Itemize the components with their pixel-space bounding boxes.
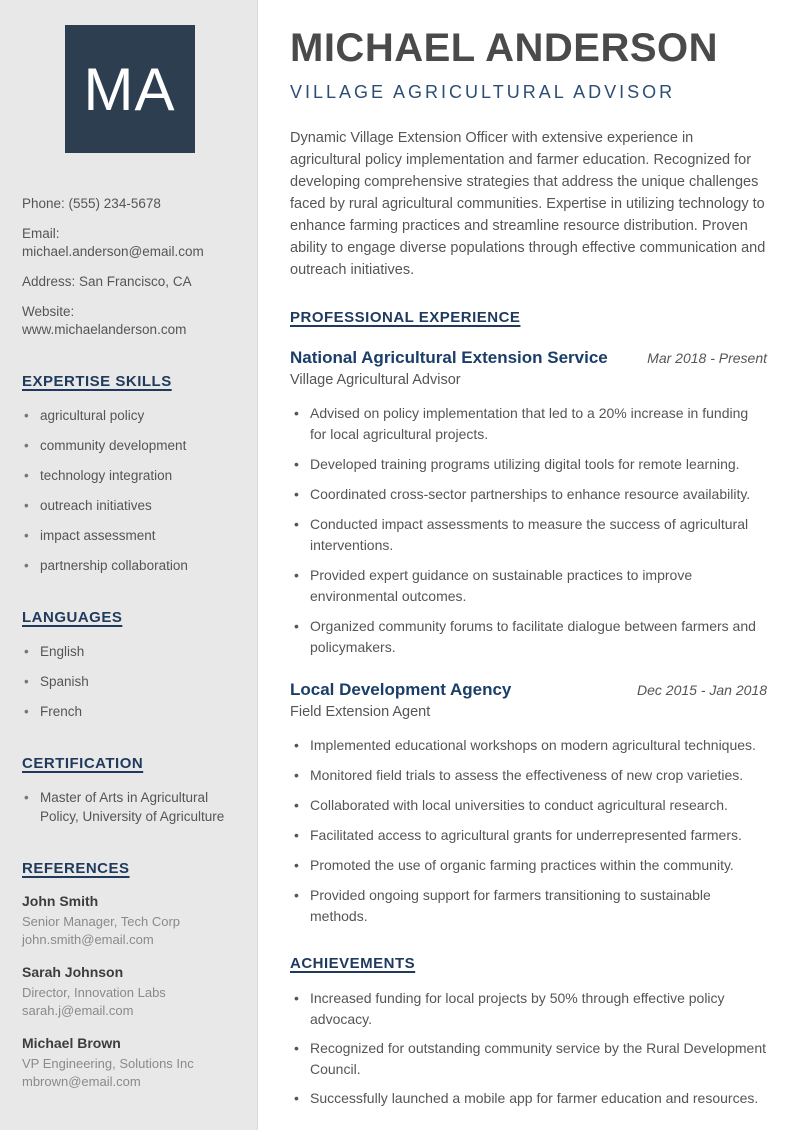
job-bullet: • Organized community forums to facilitate dialogue between farmers and policymakers. bbox=[290, 616, 767, 658]
job-bullet: • Monitored field trials to assess the effectiveness of new crop varieties. bbox=[290, 765, 767, 786]
skill-item: • technology integration bbox=[22, 466, 237, 485]
skill-item: • agricultural policy bbox=[22, 406, 237, 425]
skills-list bbox=[22, 406, 237, 575]
job-bullet: • Facilitated access to agricultural grants for underrepresented farmers. bbox=[290, 825, 767, 846]
reference-person bbox=[22, 1035, 237, 1091]
languages-list bbox=[22, 642, 237, 721]
language-item: • French bbox=[22, 702, 237, 721]
reference-name: Michael Brown bbox=[22, 1035, 121, 1051]
job-bullet: • Developed training programs utilizing digital tools for remote learning. bbox=[290, 454, 767, 475]
job-header bbox=[290, 348, 767, 368]
achievement-bullet: • Successfully launched a mobile app for farmer education and resources. bbox=[290, 1088, 767, 1109]
achievement-bullet: • Recognized for outstanding community service by the Rural Development Council. bbox=[290, 1038, 767, 1080]
contact-line: Phone: (555) 234-5678 bbox=[22, 196, 161, 211]
expertise-skills-heading: EXPERTISE SKILLS bbox=[22, 373, 172, 390]
job-header bbox=[290, 680, 767, 700]
reference-role: Director, Innovation Labs bbox=[22, 985, 166, 1000]
language-item: • English bbox=[22, 642, 237, 661]
reference-person bbox=[22, 964, 237, 1020]
contact-line: Email: michael.anderson@email.com bbox=[22, 226, 204, 259]
job-entry-1 bbox=[290, 348, 767, 658]
summary-paragraph: Dynamic Village Extension Officer with extensive experience in agricultural policy implementation and farmer education. Recognized for developing comprehensive strategies that address the unique challenges faced by rural agricultural communities. Expertise in utilizing technology to enhance farming practices and streamline resource distribution. Proven ability to engage diverse populations through effective communication and outreach initiatives. bbox=[290, 130, 766, 278]
monogram-initials: MA bbox=[83, 55, 176, 123]
job-bullet: • Collaborated with local universities to conduct agricultural research. bbox=[290, 795, 767, 816]
reference-role: VP Engineering, Solutions Inc bbox=[22, 1056, 194, 1071]
job-bullet: • Coordinated cross-sector partnerships to enhance resource availability. bbox=[290, 484, 767, 505]
job-dates: Mar 2018 - Present bbox=[647, 350, 767, 366]
job-bullet-list bbox=[290, 403, 767, 658]
skill-item: • impact assessment bbox=[22, 526, 237, 545]
person-title: VILLAGE AGRICULTURAL ADVISOR bbox=[290, 82, 676, 102]
job-bullet-list bbox=[290, 735, 767, 927]
job-company: National Agricultural Extension Service bbox=[290, 348, 608, 367]
reference-email: mbrown@email.com bbox=[22, 1074, 141, 1089]
skill-item: • outreach initiatives bbox=[22, 496, 237, 515]
skill-item: • partnership collaboration bbox=[22, 556, 237, 575]
job-role: Village Agricultural Advisor bbox=[290, 372, 461, 388]
contact-info bbox=[22, 195, 237, 339]
achievement-bullet: • Increased funding for local projects by 50% through effective policy advocacy. bbox=[290, 988, 767, 1030]
job-bullet: • Advised on policy implementation that led to a 20% increase in funding for local agricultural projects. bbox=[290, 403, 767, 445]
reference-email: john.smith@email.com bbox=[22, 932, 154, 947]
achievements-list bbox=[290, 988, 767, 1109]
reference-person bbox=[22, 893, 237, 949]
job-dates: Dec 2015 - Jan 2018 bbox=[637, 682, 767, 698]
monogram-avatar bbox=[65, 25, 195, 153]
person-name: MICHAEL ANDERSON bbox=[290, 26, 719, 70]
languages-heading: LANGUAGES bbox=[22, 609, 123, 626]
certification-list bbox=[22, 788, 237, 826]
achievements-heading: ACHIEVEMENTS bbox=[290, 955, 416, 972]
job-bullet: • Conducted impact assessments to measure the success of agricultural interventions. bbox=[290, 514, 767, 556]
reference-email: sarah.j@email.com bbox=[22, 1003, 134, 1018]
contact-line: Website: www.michaelanderson.com bbox=[22, 304, 187, 337]
job-bullet: • Provided ongoing support for farmers transitioning to sustainable methods. bbox=[290, 885, 767, 927]
job-company: Local Development Agency bbox=[290, 680, 512, 699]
main-content bbox=[258, 0, 800, 1130]
reference-name: John Smith bbox=[22, 893, 99, 909]
job-bullet: • Provided expert guidance on sustainable practices to improve environmental outcomes. bbox=[290, 565, 767, 607]
job-role: Field Extension Agent bbox=[290, 704, 431, 720]
professional-experience-heading: PROFESSIONAL EXPERIENCE bbox=[290, 309, 521, 326]
job-bullet: • Implemented educational workshops on modern agricultural techniques. bbox=[290, 735, 767, 756]
certification-item: • Master of Arts in Agricultural Policy, University of Agriculture bbox=[22, 788, 237, 826]
reference-role: Senior Manager, Tech Corp bbox=[22, 914, 181, 929]
references-heading: REFERENCES bbox=[22, 860, 130, 877]
language-item: • Spanish bbox=[22, 672, 237, 691]
job-entry-2 bbox=[290, 680, 767, 927]
contact-line: Address: San Francisco, CA bbox=[22, 274, 192, 289]
job-bullet: • Promoted the use of organic farming practices within the community. bbox=[290, 855, 767, 876]
section-languages bbox=[22, 609, 237, 721]
sidebar bbox=[0, 0, 258, 1130]
skill-item: • community development bbox=[22, 436, 237, 455]
section-references bbox=[22, 860, 237, 1091]
references-list bbox=[22, 893, 237, 1091]
section-expertise-skills bbox=[22, 373, 237, 575]
reference-name: Sarah Johnson bbox=[22, 964, 124, 980]
certification-heading: CERTIFICATION bbox=[22, 755, 144, 772]
section-certification bbox=[22, 755, 237, 826]
